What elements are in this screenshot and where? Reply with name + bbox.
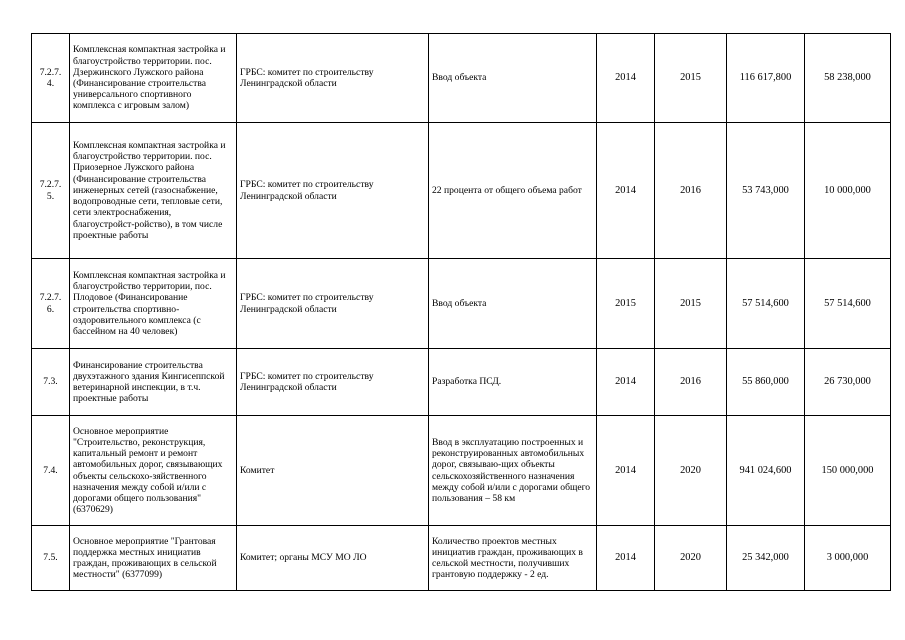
year-end-cell: 2016 — [655, 123, 727, 259]
activity-name: Комплексная компактная застройка и благоустройство территории, пос. Плодовое (Финансирование строительства спортивно-оздоровительного комплекса (с бассейном на 40 человек) — [70, 259, 237, 349]
total-amount-cell: 57 514,600 — [727, 259, 805, 349]
year-start-cell: 2014 — [597, 123, 655, 259]
grbs-cell: ГРБС: комитет по строительству Ленинградской области — [237, 34, 429, 123]
row-number: 7.2.7. 4. — [32, 34, 70, 123]
result-cell: Разработка ПСД. — [429, 349, 597, 416]
year-start-cell: 2014 — [597, 526, 655, 591]
row-number: 7.2.7. 6. — [32, 259, 70, 349]
row-number: 7.5. — [32, 526, 70, 591]
activity-name: Основное мероприятие "Грантовая поддержка местных инициатив граждан, проживающих в сельской местности" (6377099) — [70, 526, 237, 591]
grbs-cell: ГРБС: комитет по строительству Ленинградской области — [237, 259, 429, 349]
total-amount-cell: 53 743,000 — [727, 123, 805, 259]
total-amount-cell: 55 860,000 — [727, 349, 805, 416]
total-amount-cell: 116 617,800 — [727, 34, 805, 123]
result-cell: Ввод в эксплуатацию построенных и реконструированных автомобильных дорог, связываю-щих объекты сельскохозяйственного назначения между собой и/или с дорогами общего пользования – 58 км — [429, 416, 597, 526]
activity-name: Основное мероприятие "Строительство, реконструкция, капитальный ремонт и ремонт автомобильных дорог, связывающих объекты сельскохо-зяйственного назначения между собой и/или с дорогами общего пользования" (6370629) — [70, 416, 237, 526]
row-number: 7.3. — [32, 349, 70, 416]
result-cell: Ввод объекта — [429, 34, 597, 123]
result-cell: Ввод объекта — [429, 259, 597, 349]
year-start-cell: 2015 — [597, 259, 655, 349]
amount-cell: 150 000,000 — [805, 416, 891, 526]
activity-name: Комплексная компактная застройка и благоустройство территории. пос. Приозерное Лужского района (Финансирование строительства инженерных сетей (газоснабжение, водопроводные сети, тепловые сети, сети электроснабжения, благоустройст-ройство), в том числе проектные работы — [70, 123, 237, 259]
program-table — [31, 33, 891, 591]
activity-name: Комплексная компактная застройка и благоустройство территории. пос. Дзержинского Лужского района (Финансирование строительства универсального спортивного комплекса с игровым залом) — [70, 34, 237, 123]
amount-cell: 58 238,000 — [805, 34, 891, 123]
amount-cell: 3 000,000 — [805, 526, 891, 591]
grbs-cell: ГРБС: комитет по строительству Ленинградской области — [237, 123, 429, 259]
year-end-cell: 2015 — [655, 259, 727, 349]
table-row — [32, 259, 891, 349]
grbs-cell: Комитет — [237, 416, 429, 526]
grbs-cell: ГРБС: комитет по строительству Ленинградской области — [237, 349, 429, 416]
amount-cell: 26 730,000 — [805, 349, 891, 416]
grbs-cell: Комитет; органы МСУ МО ЛО — [237, 526, 429, 591]
year-start-cell: 2014 — [597, 34, 655, 123]
amount-cell: 10 000,000 — [805, 123, 891, 259]
amount-cell: 57 514,600 — [805, 259, 891, 349]
row-number: 7.4. — [32, 416, 70, 526]
table-row — [32, 526, 891, 591]
table-row — [32, 349, 891, 416]
result-cell: Количество проектов местных инициатив граждан, проживающих в сельской местности, получивших грантовую поддержку - 2 ед. — [429, 526, 597, 591]
table-row — [32, 416, 891, 526]
table-row — [32, 123, 891, 259]
year-end-cell: 2015 — [655, 34, 727, 123]
table-row — [32, 34, 891, 123]
row-number: 7.2.7. 5. — [32, 123, 70, 259]
year-end-cell: 2020 — [655, 416, 727, 526]
year-end-cell: 2020 — [655, 526, 727, 591]
total-amount-cell: 941 024,600 — [727, 416, 805, 526]
year-start-cell: 2014 — [597, 416, 655, 526]
year-start-cell: 2014 — [597, 349, 655, 416]
activity-name: Финансирование строительства двухэтажного здания Кингисеппской ветеринарной инспекции, в т.ч. проектные работы — [70, 349, 237, 416]
total-amount-cell: 25 342,000 — [727, 526, 805, 591]
year-end-cell: 2016 — [655, 349, 727, 416]
result-cell: 22 процента от общего объема работ — [429, 123, 597, 259]
